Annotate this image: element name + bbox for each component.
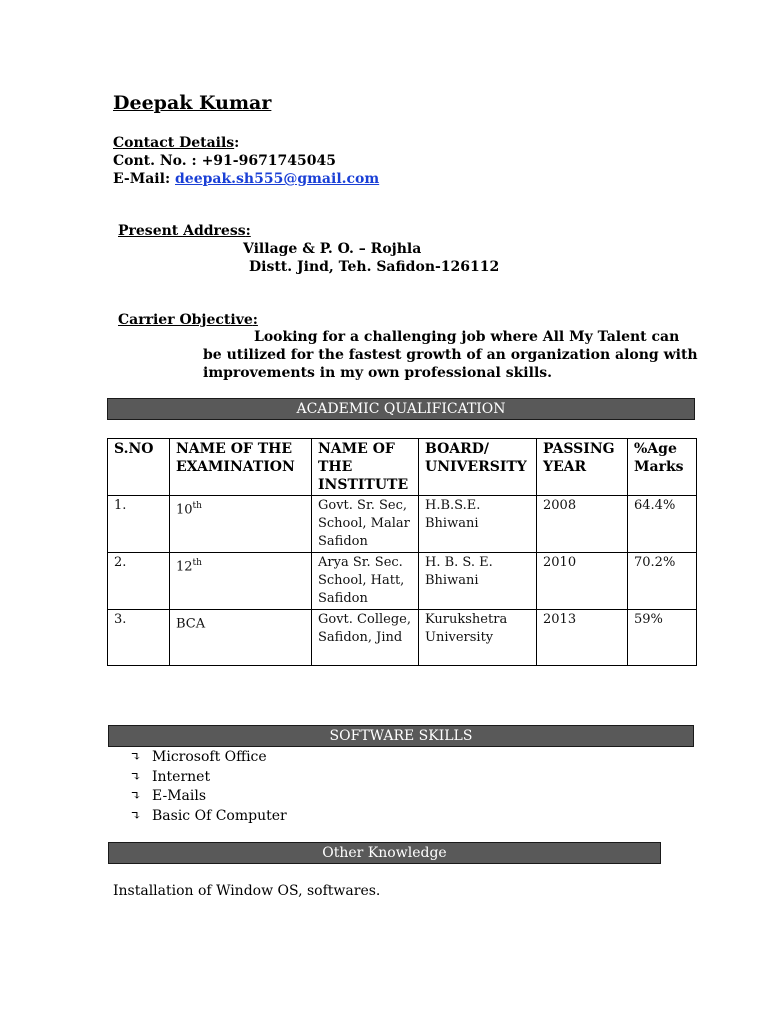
address-line-2: Distt. Jind, Teh. Safidon-126112 [249, 259, 500, 275]
academic-section-header: ACADEMIC QUALIFICATION [107, 398, 695, 420]
cell-board: H. B. S. E. Bhiwani [419, 553, 537, 610]
list-item [130, 787, 287, 807]
col-header-board: BOARD/ UNIVERSITY [419, 439, 537, 496]
cell-year: 2008 [537, 496, 628, 553]
arrow-bullet-icon: ↴ [130, 808, 141, 824]
contact-colon: : [234, 135, 240, 151]
list-item [130, 748, 287, 768]
email-line [113, 170, 379, 188]
cell-institute: Arya Sr. Sec. School, Hatt, Safidon [312, 553, 419, 610]
objective-heading: Carrier Objective [118, 312, 253, 328]
list-item [130, 807, 287, 827]
objective-line-2: be utilized for the fastest growth of an organization along with [203, 347, 698, 363]
skill-label: E-Mails [152, 788, 207, 804]
cell-exam [170, 553, 312, 610]
table-row [108, 610, 697, 666]
cell-marks: 59% [628, 610, 697, 666]
exam-text: 10 [176, 502, 193, 518]
contact-heading-line [113, 134, 239, 152]
table-row [108, 553, 697, 610]
cell-marks: 70.2% [628, 553, 697, 610]
arrow-bullet-icon: ↴ [130, 769, 141, 785]
address-line-1: Village & P. O. – Rojhla [243, 241, 422, 257]
phone-label: Cont. No. : [113, 153, 202, 169]
email-link[interactable]: deepak.sh555@gmail.com [175, 171, 380, 187]
objective-heading-line [118, 311, 258, 329]
exam-superscript: th [192, 501, 202, 511]
contact-heading: Contact Details [113, 135, 235, 151]
col-header-institute: NAME OF THE INSTITUTE [312, 439, 419, 496]
table-row [108, 496, 697, 553]
cell-year: 2013 [537, 610, 628, 666]
address-heading: Present Address [118, 223, 246, 239]
cell-exam [170, 610, 312, 666]
objective-colon: : [252, 312, 258, 328]
table-header-row [108, 439, 697, 496]
other-knowledge-text: Installation of Window OS, softwares. [113, 883, 381, 899]
cell-board: H.B.S.E. Bhiwani [419, 496, 537, 553]
arrow-bullet-icon: ↴ [130, 750, 141, 765]
exam-text: 12 [176, 559, 193, 575]
address-heading-line [118, 222, 251, 240]
cell-institute: Govt. Sr. Sec, School, Malar Safidon [312, 496, 419, 553]
cell-marks: 64.4% [628, 496, 697, 553]
exam-superscript: th [192, 558, 202, 568]
cell-board: Kurukshetra University [419, 610, 537, 666]
col-header-sno: S.NO [108, 439, 170, 496]
phone-value: +91-9671745045 [201, 153, 336, 169]
arrow-bullet-icon: ↴ [130, 789, 141, 804]
cell-exam [170, 496, 312, 553]
list-item [130, 768, 287, 788]
cell-sno: 1. [108, 496, 170, 553]
software-skills-list [130, 748, 287, 826]
col-header-exam: NAME OF THE EXAMINATION [170, 439, 312, 496]
cell-institute: Govt. College, Safidon, Jind [312, 610, 419, 666]
objective-line-1: Looking for a challenging job where All My Talent can [254, 329, 680, 345]
exam-text: BCA [176, 616, 206, 632]
academic-table [107, 438, 697, 666]
candidate-name: Deepak Kumar [113, 92, 272, 114]
address-colon: : [245, 223, 251, 239]
cell-year: 2010 [537, 553, 628, 610]
skill-label: Microsoft Office [152, 749, 267, 765]
skill-label: Basic Of Computer [152, 807, 287, 824]
cell-sno: 2. [108, 553, 170, 610]
email-label: E-Mail: [113, 171, 175, 187]
cell-sno: 3. [108, 610, 170, 666]
col-header-year: PASSING YEAR [537, 439, 628, 496]
software-section-header: SOFTWARE SKILLS [108, 725, 694, 747]
skill-label: Internet [152, 768, 211, 785]
col-header-marks: %Age Marks [628, 439, 697, 496]
phone-line [113, 152, 336, 170]
objective-line-3: improvements in my own professional skills. [203, 365, 553, 381]
other-knowledge-header: Other Knowledge [108, 842, 661, 864]
